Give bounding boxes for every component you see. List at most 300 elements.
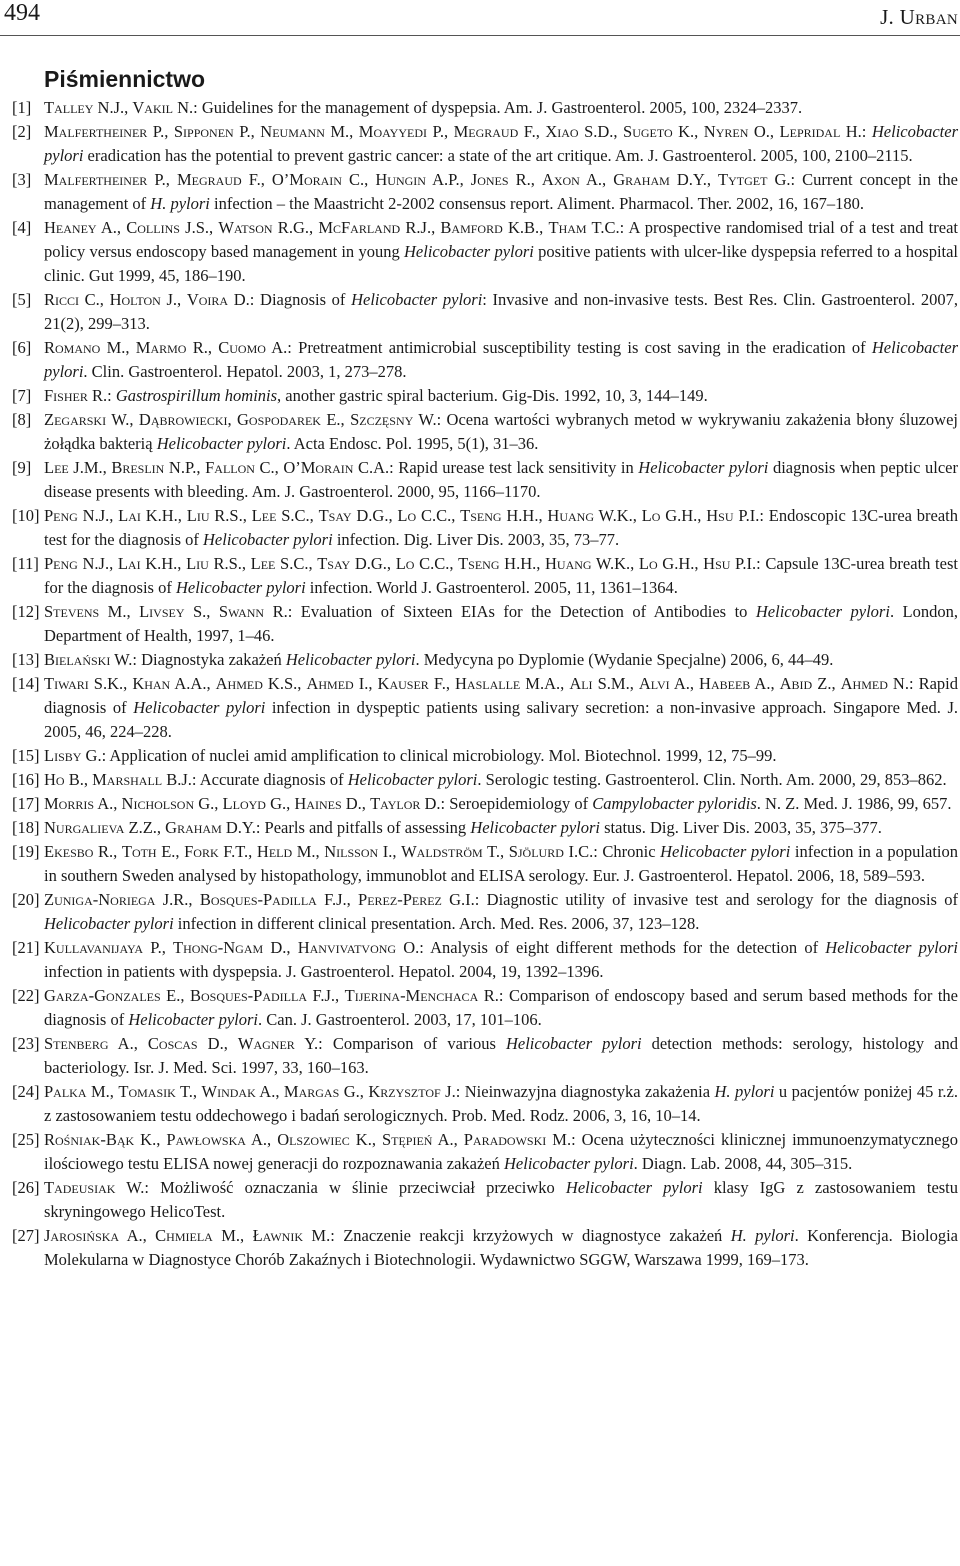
author-surname: Xiao bbox=[545, 122, 579, 141]
reference-fragment: K.B., bbox=[502, 218, 549, 237]
reference-fragment: P., bbox=[233, 122, 261, 141]
reference-number: [14] bbox=[12, 674, 40, 693]
section-title: Piśmiennictwo bbox=[44, 66, 206, 92]
reference-text bbox=[44, 840, 958, 888]
italic-term: Helicobacter pylori bbox=[203, 530, 333, 549]
author-surname: Lee bbox=[44, 458, 69, 477]
italic-term: Helicobacter pylori bbox=[133, 698, 266, 717]
author-surname: Taylor bbox=[370, 794, 421, 813]
reference-fragment: M., bbox=[86, 1082, 119, 1101]
reference-fragment: G.H., bbox=[660, 506, 707, 525]
reference-text bbox=[44, 456, 958, 504]
reference-number: [5] bbox=[12, 290, 32, 309]
reference-fragment: A., bbox=[96, 218, 127, 237]
reference-fragment: M.A., bbox=[520, 674, 570, 693]
reference-item bbox=[0, 336, 958, 384]
reference-fragment: G., bbox=[339, 1082, 369, 1101]
reference-number: [15] bbox=[12, 746, 40, 765]
author-surname: Tiwari bbox=[44, 674, 89, 693]
author-surname: Habeeb bbox=[699, 674, 751, 693]
author-surname: Waldström bbox=[401, 842, 483, 861]
author-surname: Thong-Ngam bbox=[173, 938, 264, 957]
author-surname: Held bbox=[256, 842, 293, 861]
reference-fragment: I., bbox=[378, 842, 402, 861]
reference-fragment: R., bbox=[186, 338, 219, 357]
reference-text bbox=[44, 792, 958, 816]
italic-term: Helicobacter pylori bbox=[156, 434, 287, 453]
reference-fragment: S.M., bbox=[592, 674, 639, 693]
reference-fragment: K.S., bbox=[262, 674, 307, 693]
author-surname: Khan bbox=[132, 674, 171, 693]
author-surname: Hanvivatvong bbox=[297, 938, 397, 957]
reference-fragment: W.: Możliwość oznaczania w ślinie przeciwciał przeciwko bbox=[115, 1178, 566, 1197]
author-surname: Huang bbox=[547, 506, 594, 525]
reference-fragment: T.C.: A prospective randomised trial of a test and treat policy versus endoscopy based management in young bbox=[44, 218, 958, 261]
author-surname: Heaney bbox=[44, 218, 97, 237]
reference-fragment: J.: Nieinwazyjna diagnostyka zakażenia bbox=[440, 1082, 715, 1101]
author-surname: Pawłowska bbox=[166, 1130, 246, 1149]
reference-number: [26] bbox=[12, 1178, 40, 1197]
reference-text bbox=[44, 1176, 958, 1224]
reference-fragment: S.C., bbox=[276, 506, 319, 525]
author-surname: Lisby bbox=[44, 746, 82, 765]
author-surname: Tsay bbox=[317, 554, 351, 573]
italic-term: Campylobacter pyloridis bbox=[592, 794, 757, 813]
italic-term: Helicobacter pylori bbox=[660, 842, 791, 861]
author-surname: Palka bbox=[44, 1082, 87, 1101]
reference-fragment: T., bbox=[482, 842, 509, 861]
italic-term: Helicobacter pylori bbox=[44, 338, 959, 381]
reference-fragment: D., bbox=[263, 938, 298, 957]
reference-fragment: A., bbox=[669, 674, 700, 693]
italic-term: Helicobacter pylori bbox=[638, 458, 769, 477]
author-surname: Lloyd bbox=[222, 794, 266, 813]
author-surname: Sjölurd bbox=[508, 842, 564, 861]
reference-item bbox=[0, 168, 958, 216]
author-surname: Olszowiec bbox=[277, 1130, 350, 1149]
header-rule bbox=[0, 35, 960, 36]
author-surname: Ricci bbox=[44, 290, 80, 309]
reference-fragment: P.I.: Endoscopic 13C-urea breath test for the diagnosis of bbox=[44, 506, 959, 549]
reference-item bbox=[0, 1080, 958, 1128]
author-surname: Abid bbox=[779, 674, 813, 693]
reference-text bbox=[44, 648, 958, 672]
reference-fragment: infection – the Maastricht 2-2002 consensus report. Aliment. Pharmacol. Ther. 2002, 16, 167–180. bbox=[209, 194, 864, 213]
author-surname: Hsu bbox=[706, 506, 734, 525]
italic-term: Helicobacter pylori bbox=[351, 290, 483, 309]
reference-item bbox=[0, 1224, 958, 1272]
reference-fragment: H.H., bbox=[499, 554, 545, 573]
author-surname: Nyren bbox=[703, 122, 749, 141]
reference-fragment: R.: Evaluation of Sixteen EIAs for the Detection of Antibodies to bbox=[264, 602, 756, 621]
italic-term: Helicobacter pylori bbox=[175, 578, 306, 597]
reference-fragment: A., bbox=[750, 674, 780, 693]
reference-fragment: J., bbox=[160, 290, 187, 309]
reference-fragment: K.H., bbox=[140, 554, 187, 573]
author-surname: Bosques-Padilla bbox=[189, 986, 307, 1005]
italic-term: Helicobacter pylori bbox=[825, 938, 959, 957]
reference-fragment: N.: Guidelines for the management of dyspepsia. Am. J. Gastroenterol. 2005, 100, 2324–2337. bbox=[172, 98, 803, 117]
author-surname: Breslin bbox=[111, 458, 165, 477]
author-surname: Megraud bbox=[177, 170, 242, 189]
author-surname: Megraud bbox=[453, 122, 519, 141]
author-surname: Windak bbox=[201, 1082, 256, 1101]
reference-fragment: Z.Z., bbox=[124, 818, 166, 837]
author-surname: Gospodarek bbox=[237, 410, 321, 429]
reference-fragment: M.: Znaczenie reakcji krzyżowych w diagnostyce zakażeń bbox=[303, 1226, 731, 1245]
reference-fragment: K.H., bbox=[140, 506, 187, 525]
reference-fragment: S.D., bbox=[578, 122, 624, 141]
author-surname: Tytget bbox=[718, 170, 768, 189]
reference-fragment: . N. Z. Med. J. 1986, 99, 657. bbox=[756, 794, 952, 813]
reference-fragment: F.T., bbox=[218, 842, 257, 861]
author-surname: Lai bbox=[117, 554, 141, 573]
author-surname: Haines bbox=[294, 794, 342, 813]
author-surname: Holton bbox=[109, 290, 161, 309]
reference-fragment: A., bbox=[432, 1130, 464, 1149]
italic-term: Helicobacter pylori bbox=[565, 1178, 703, 1197]
reference-fragment: N.J., bbox=[93, 98, 133, 117]
author-surname: Stenberg bbox=[44, 1034, 109, 1053]
reference-number: [11] bbox=[12, 554, 39, 573]
reference-text bbox=[44, 336, 958, 384]
author-surname: Hsu bbox=[703, 554, 731, 573]
reference-item bbox=[0, 96, 958, 120]
author-surname: Sipponen bbox=[173, 122, 234, 141]
author-surname: Tham bbox=[548, 218, 587, 237]
reference-text bbox=[44, 168, 958, 216]
reference-fragment: A., bbox=[108, 1034, 148, 1053]
reference-fragment: G.: Application of nuclei amid amplification to clinical microbiology. Mol. Biotechnol. 1999, 12, 75–99. bbox=[81, 746, 777, 765]
author-surname: Morris bbox=[44, 794, 95, 813]
author-surname: Dąbrowiecki bbox=[138, 410, 228, 429]
reference-fragment: E., bbox=[320, 410, 351, 429]
author-surname: O’Morain bbox=[271, 170, 342, 189]
reference-fragment: . Diagn. Lab. 2008, 44, 305–315. bbox=[633, 1154, 853, 1173]
reference-item bbox=[0, 504, 958, 552]
author-surname: Krzysztof bbox=[368, 1082, 441, 1101]
reference-item bbox=[0, 216, 958, 288]
reference-fragment: C., bbox=[254, 458, 284, 477]
author-surname: Huang bbox=[545, 554, 592, 573]
reference-item bbox=[0, 840, 958, 888]
reference-fragment: D.G., bbox=[350, 554, 396, 573]
reference-fragment: . Acta Endosc. Pol. 1995, 5(1), 31–36. bbox=[286, 434, 539, 453]
italic-term: Helicobacter pylori bbox=[285, 650, 416, 669]
reference-item bbox=[0, 888, 958, 936]
reference-fragment: M., bbox=[292, 842, 325, 861]
author-surname: Lai bbox=[118, 506, 141, 525]
reference-number: [8] bbox=[12, 410, 32, 429]
reference-number: [3] bbox=[12, 170, 32, 189]
author-surname: Haslalle bbox=[455, 674, 521, 693]
reference-number: [16] bbox=[12, 770, 40, 789]
reference-fragment: A., bbox=[245, 1130, 278, 1149]
reference-fragment: Y.: Comparison of various bbox=[294, 1034, 506, 1053]
author-surname: Lepridal bbox=[779, 122, 841, 141]
author-surname: Perez-Perez bbox=[358, 890, 442, 909]
reference-fragment: K., bbox=[672, 122, 704, 141]
author-surname: Malfertheiner bbox=[44, 122, 148, 141]
reference-item bbox=[0, 288, 958, 336]
italic-term: H. pylori bbox=[150, 194, 210, 213]
reference-text bbox=[44, 288, 958, 336]
reference-fragment: J.R., bbox=[155, 890, 200, 909]
reference-fragment: R.S., bbox=[208, 554, 251, 573]
reference-number: [9] bbox=[12, 458, 32, 477]
italic-term: Helicobacter pylori bbox=[128, 1010, 259, 1029]
author-surname: Margas bbox=[283, 1082, 340, 1101]
reference-text bbox=[44, 120, 958, 168]
author-surname: Ho bbox=[44, 770, 65, 789]
reference-fragment: infection in dyspeptic patients using salivary secretion: a non-invasive approach. Singapore Med. J. 2005, 46, 224–228. bbox=[44, 698, 958, 741]
italic-term: Gastrospirillum hominis bbox=[115, 386, 278, 405]
author-surname: Zuniga-Noriega bbox=[44, 890, 156, 909]
author-surname: Lee bbox=[250, 554, 276, 573]
author-surname: McFarland bbox=[318, 218, 401, 237]
reference-fragment: M., bbox=[212, 1226, 253, 1245]
reference-fragment: infection. World J. Gastroenterol. 2005, 11, 1361–1364. bbox=[305, 578, 678, 597]
reference-fragment: O., bbox=[748, 122, 780, 141]
reference-fragment: A.P., bbox=[425, 170, 471, 189]
reference-fragment: M.: Ocena użyteczności klinicznej immunoenzymatycznego ilościowego testu ELISA nowej generacji do rozpoznawania zakażeń bbox=[44, 1130, 958, 1173]
reference-fragment: G.: Current concept in the management of bbox=[44, 170, 958, 213]
reference-fragment: A., bbox=[94, 794, 122, 813]
author-surname: Paradowski bbox=[463, 1130, 547, 1149]
reference-fragment: G., bbox=[265, 794, 295, 813]
author-surname: Tseng bbox=[458, 554, 500, 573]
reference-fragment: F., bbox=[518, 122, 546, 141]
reference-text bbox=[44, 504, 958, 552]
author-surname: Graham bbox=[165, 818, 222, 837]
author-surname: Fisher bbox=[44, 386, 88, 405]
author-surname: Nilsson bbox=[324, 842, 379, 861]
reference-fragment: R.: Comparison of endoscopy based and serum based methods for the diagnosis of bbox=[44, 986, 958, 1029]
reference-text bbox=[44, 816, 958, 840]
reference-item bbox=[0, 936, 958, 984]
reference-fragment: W.K., bbox=[591, 554, 639, 573]
author-surname: Stępień bbox=[381, 1130, 433, 1149]
reference-fragment: C., bbox=[79, 290, 110, 309]
author-surname: Wagner bbox=[237, 1034, 295, 1053]
italic-term: Helicobacter pylori bbox=[404, 242, 534, 261]
reference-fragment: A., bbox=[119, 1226, 156, 1245]
author-surname: O’Morain bbox=[283, 458, 354, 477]
reference-text bbox=[44, 768, 958, 792]
reference-fragment: F., bbox=[241, 170, 272, 189]
reference-fragment: . London, Department of Health, 1997, 1–46. bbox=[44, 602, 959, 645]
reference-fragment: S.K., bbox=[88, 674, 133, 693]
reference-fragment: R.G., bbox=[272, 218, 319, 237]
reference-number: [25] bbox=[12, 1130, 40, 1149]
reference-fragment: G.I.: Diagnostic utility of invasive test and serology for the diagnosis of bbox=[441, 890, 958, 909]
reference-item bbox=[0, 744, 958, 768]
reference-fragment: W.: Diagnostyka zakażeń bbox=[110, 650, 286, 669]
author-surname: Lo bbox=[638, 554, 658, 573]
reference-fragment: N.: Rapid diagnosis of bbox=[44, 674, 959, 717]
reference-text bbox=[44, 1224, 958, 1272]
author-surname: Tomasik bbox=[118, 1082, 176, 1101]
reference-fragment: detection methods: serology, histology and bacteriology. Isr. J. Med. Sci. 1997, 33, 160–163. bbox=[44, 1034, 958, 1077]
reference-fragment: u pacjentów poniżej 45 r.ż. z zastosowaniem testu oddechowego i badań serologicznych. Prob. Med. Rodz. 2006, 3, 16, 10–14. bbox=[44, 1082, 958, 1125]
reference-fragment: F.J., bbox=[307, 986, 345, 1005]
reference-fragment: T., bbox=[175, 1082, 202, 1101]
author-surname: Lo bbox=[397, 506, 417, 525]
reference-item bbox=[0, 1032, 958, 1080]
reference-item bbox=[0, 552, 958, 600]
author-surname: Marshall bbox=[92, 770, 163, 789]
reference-fragment: . Serologic testing. Gastroenterol. Clin. North. Am. 2000, 29, 853–862. bbox=[477, 770, 947, 789]
italic-term: Helicobacter pylori bbox=[505, 1034, 642, 1053]
author-surname: Peng bbox=[44, 554, 78, 573]
reference-fragment: P., bbox=[147, 170, 177, 189]
reference-number: [17] bbox=[12, 794, 40, 813]
reference-fragment: D.Y., bbox=[669, 170, 718, 189]
author-surname: Kullavanijaya bbox=[44, 938, 144, 957]
reference-fragment: P.I.: Capsule 13C-urea breath test for the diagnosis of bbox=[44, 554, 958, 597]
reference-fragment: H.: bbox=[840, 122, 872, 141]
reference-fragment: eradication has the potential to prevent gastric cancer: a state of the art critique. Am. J. Gastroenterol. 2005, 100, 2100–2115. bbox=[83, 146, 913, 165]
reference-item bbox=[0, 408, 958, 456]
reference-item bbox=[0, 816, 958, 840]
author-surname: Ali bbox=[569, 674, 593, 693]
reference-number: [18] bbox=[12, 818, 40, 837]
author-surname: Stevens bbox=[44, 602, 100, 621]
author-surname: Marmo bbox=[135, 338, 187, 357]
reference-text bbox=[44, 984, 958, 1032]
reference-fragment: C.A.: Rapid urease test lack sensitivity in bbox=[353, 458, 639, 477]
reference-item bbox=[0, 1128, 958, 1176]
reference-text bbox=[44, 600, 958, 648]
reference-number: [19] bbox=[12, 842, 40, 861]
reference-item bbox=[0, 792, 958, 816]
reference-number: [24] bbox=[12, 1082, 40, 1101]
reference-fragment: , another gastric spiral bacterium. Gig-Dis. 1992, 10, 3, 144–149. bbox=[277, 386, 708, 405]
author-surname: Rośniak-Bąk bbox=[44, 1130, 135, 1149]
author-surname: Garza-Gonzales bbox=[44, 986, 161, 1005]
author-surname: Bosques-Padilla bbox=[199, 890, 317, 909]
reference-fragment: F.J., bbox=[316, 890, 359, 909]
author-surname: Jones bbox=[470, 170, 509, 189]
reference-fragment: , bbox=[227, 410, 238, 429]
reference-fragment: O.: Analysis of eight different methods for the detection of bbox=[396, 938, 826, 957]
reference-fragment: R.J., bbox=[400, 218, 441, 237]
reference-fragment: . Medycyna po Dyplomie (Wydanie Specjalne) 2006, 6, 44–49. bbox=[415, 650, 834, 669]
author-surname: Malfertheiner bbox=[44, 170, 148, 189]
reference-text bbox=[44, 936, 958, 984]
reference-fragment: R., bbox=[508, 170, 542, 189]
reference-fragment: C.C., bbox=[414, 554, 459, 573]
reference-number: [12] bbox=[12, 602, 40, 621]
reference-fragment: A.: Pretreatment antimicrobial susceptibility testing is cost saving in the eradication of bbox=[265, 338, 872, 357]
author-surname: Nurgalieva bbox=[44, 818, 125, 837]
reference-fragment: infection in different clinical presentation. Arch. Med. Res. 2006, 37, 123–128. bbox=[173, 914, 700, 933]
running-head: J. Urban bbox=[880, 5, 958, 29]
author-surname: Toth bbox=[121, 842, 157, 861]
reference-fragment: status. Dig. Liver Dis. 2003, 35, 375–377. bbox=[599, 818, 882, 837]
reference-fragment: I., bbox=[353, 674, 378, 693]
author-surname: Ławnik bbox=[252, 1226, 304, 1245]
reference-fragment: H.H., bbox=[501, 506, 548, 525]
reference-fragment: A., bbox=[579, 170, 614, 189]
author-surname: Fallon bbox=[205, 458, 255, 477]
author-surname: Voira bbox=[186, 290, 229, 309]
reference-fragment: J.S., bbox=[179, 218, 219, 237]
reference-fragment: R., bbox=[93, 842, 122, 861]
reference-fragment: D.G., bbox=[351, 506, 398, 525]
reference-fragment: P., bbox=[143, 938, 174, 957]
reference-fragment: D., bbox=[197, 1034, 238, 1053]
reference-fragment: F., bbox=[428, 674, 455, 693]
author-surname: Sugeto bbox=[623, 122, 673, 141]
author-surname: Chmiela bbox=[155, 1226, 213, 1245]
author-surname: Swann bbox=[218, 602, 265, 621]
author-surname: Graham bbox=[613, 170, 670, 189]
reference-text bbox=[44, 216, 958, 288]
author-surname: Tijerina-Menchaca bbox=[344, 986, 479, 1005]
author-surname: Jarosińska bbox=[44, 1226, 120, 1245]
reference-fragment: diagnosis when peptic ulcer disease presents with bleeding. Am. J. Gastroenterol. 2000, 95, 1166–1170. bbox=[44, 458, 958, 501]
reference-fragment: B., bbox=[64, 770, 93, 789]
reference-fragment: infection in a population in southern Sweden analysed by histopathology, immunoblot and ELISA serology. Eur. J. Gastroenterol. Hepatol. 2006, 18, 589–593. bbox=[44, 842, 959, 885]
author-surname: Ahmed bbox=[840, 674, 888, 693]
reference-fragment: N.P., bbox=[164, 458, 206, 477]
reference-fragment: J.M., bbox=[68, 458, 112, 477]
reference-fragment: E., bbox=[160, 986, 190, 1005]
author-surname: Tseng bbox=[460, 506, 502, 525]
reference-item bbox=[0, 648, 958, 672]
reference-fragment: G., bbox=[194, 794, 223, 813]
author-surname: Tadeusiak bbox=[44, 1178, 116, 1197]
reference-fragment: W.: Ocena wartości wybranych metod w wykrywaniu zakażenia błony śluzowej żołądka bakterią bbox=[44, 410, 958, 453]
reference-list bbox=[0, 96, 958, 1272]
author-surname: Peng bbox=[44, 506, 78, 525]
reference-item bbox=[0, 984, 958, 1032]
italic-term: H. pylori bbox=[730, 1226, 795, 1245]
reference-fragment: W.K., bbox=[594, 506, 642, 525]
author-surname: Liu bbox=[186, 506, 210, 525]
italic-term: Helicobacter pylori bbox=[347, 770, 478, 789]
reference-fragment: I.C.: Chronic bbox=[563, 842, 661, 861]
reference-fragment: : Invasive and non-invasive tests. Best Res. Clin. Gastroenterol. 2007, 21(2), 299–313. bbox=[44, 290, 958, 333]
reference-fragment: N.J., bbox=[77, 506, 119, 525]
author-surname: Lee bbox=[251, 506, 277, 525]
reference-fragment: A.A., bbox=[170, 674, 216, 693]
reference-number: [2] bbox=[12, 122, 32, 141]
reference-fragment: C., bbox=[341, 170, 376, 189]
reference-fragment: A., bbox=[255, 1082, 284, 1101]
reference-item bbox=[0, 384, 958, 408]
reference-fragment: klasy IgG z zastosowaniem testu skryningowego HelicoTest. bbox=[44, 1178, 959, 1221]
author-surname: Coscas bbox=[147, 1034, 198, 1053]
reference-fragment: M., bbox=[99, 602, 140, 621]
reference-fragment: Z., bbox=[812, 674, 841, 693]
reference-text bbox=[44, 672, 958, 744]
reference-fragment: C.C., bbox=[416, 506, 461, 525]
italic-term: Helicobacter pylori bbox=[755, 602, 890, 621]
reference-text bbox=[44, 744, 958, 768]
author-surname: Cuomo bbox=[218, 338, 266, 357]
reference-item bbox=[0, 1176, 958, 1224]
reference-item bbox=[0, 600, 958, 648]
reference-text bbox=[44, 1080, 958, 1128]
reference-number: [6] bbox=[12, 338, 32, 357]
reference-number: [1] bbox=[12, 98, 32, 117]
reference-fragment: K., bbox=[134, 1130, 167, 1149]
italic-term: H. pylori bbox=[714, 1082, 775, 1101]
author-surname: Nicholson bbox=[121, 794, 195, 813]
reference-fragment: positive patients with ulcer-like dyspepsia referred to a hospital clinic. Gut 1999, 45, 186–190. bbox=[44, 242, 959, 285]
